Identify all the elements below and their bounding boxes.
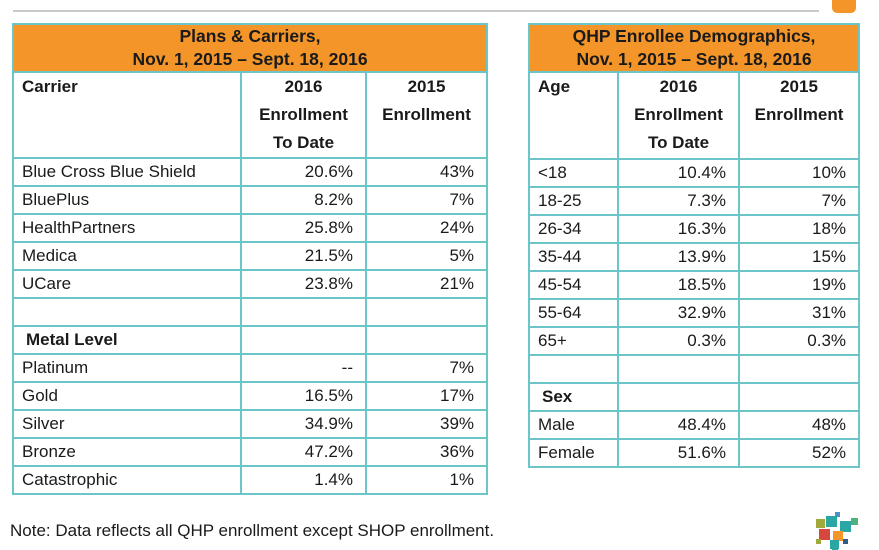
enrollment-2015-value: 10% — [739, 159, 859, 187]
plans-carriers-table — [12, 23, 488, 495]
enrollment-2015-value: 7% — [366, 354, 487, 382]
empty-cell — [529, 355, 618, 383]
sex-group: Female — [529, 439, 618, 467]
enrollment-2016-value: 0.3% — [618, 327, 739, 355]
enrollment-2015-value: 1% — [366, 466, 487, 494]
table-row-55-64 — [529, 299, 859, 327]
age-group: 35-44 — [529, 243, 618, 271]
section-heading-metal-level: Metal Level — [13, 326, 241, 354]
enrollment-2016-value: 32.9% — [618, 299, 739, 327]
table-row-blue-cross-blue-shield — [13, 158, 487, 186]
age-group: 26-34 — [529, 215, 618, 243]
table-row-male — [529, 411, 859, 439]
table-row-platinum — [13, 354, 487, 382]
enrollment-2016-value: 48.4% — [618, 411, 739, 439]
enrollment-2015-value: 39% — [366, 410, 487, 438]
header-line: Enrollment — [754, 105, 844, 124]
enrollment-2016-value: -- — [241, 354, 366, 382]
col-header-2015-enrollment-left — [366, 72, 487, 158]
enrollment-2016-value: 51.6% — [618, 439, 739, 467]
enrollment-2015-value: 31% — [739, 299, 859, 327]
enrollment-2016-value: 10.4% — [618, 159, 739, 187]
col-header-2015-enrollment-right — [739, 72, 859, 159]
age-group: <18 — [529, 159, 618, 187]
header-line: Enrollment — [382, 105, 471, 124]
enrollment-2016-value: 21.5% — [241, 242, 366, 270]
enrollment-2015-value: 5% — [366, 242, 487, 270]
header-line: To Date — [647, 133, 710, 152]
carrier-name: HealthPartners — [13, 214, 241, 242]
enrollment-2015-value: 43% — [366, 158, 487, 186]
table-row-female — [529, 439, 859, 467]
table-row-sex-section — [529, 383, 859, 411]
table-row-blueplus — [13, 186, 487, 214]
empty-cell — [241, 298, 366, 326]
header-line: Carrier — [22, 77, 78, 96]
header-line: 2016 — [284, 77, 323, 96]
plans-carriers-header-row — [13, 72, 487, 158]
col-header-2016-enrollment-right — [618, 72, 739, 159]
enrollment-2015-value: 24% — [366, 214, 487, 242]
age-group: 45-54 — [529, 271, 618, 299]
enrollment-2016-value: 16.5% — [241, 382, 366, 410]
top-divider-line — [13, 10, 819, 12]
enrollment-2015-value: 52% — [739, 439, 859, 467]
carrier-name: UCare — [13, 270, 241, 298]
title-line-1: QHP Enrollee Demographics, — [572, 26, 816, 46]
qhp-demographics-table — [528, 23, 860, 468]
section-heading-sex: Sex — [529, 383, 618, 411]
enrollment-2016-value: 8.2% — [241, 186, 366, 214]
table-row-healthpartners — [13, 214, 487, 242]
header-line: 2015 — [780, 77, 818, 96]
enrollment-2015-value: 48% — [739, 411, 859, 439]
enrollment-2016-value: 1.4% — [241, 466, 366, 494]
empty-cell — [241, 326, 366, 354]
col-header-carrier — [13, 72, 241, 158]
header-line: Age — [538, 77, 571, 96]
logo-square — [826, 516, 837, 527]
metal-level-name: Silver — [13, 410, 241, 438]
enrollment-2016-value: 34.9% — [241, 410, 366, 438]
table-row-medica — [13, 242, 487, 270]
qhp-demographics-table-title — [529, 24, 859, 72]
enrollment-2015-value: 36% — [366, 438, 487, 466]
empty-cell — [739, 383, 859, 411]
age-group: 65+ — [529, 327, 618, 355]
title-line-2: Nov. 1, 2015 – Sept. 18, 2016 — [132, 49, 368, 69]
footnote: Note: Data reflects all QHP enrollment except SHOP enrollment. — [10, 521, 495, 540]
title-line-1: Plans & Carriers, — [179, 26, 321, 46]
sex-group: Male — [529, 411, 618, 439]
enrollment-2015-value: 7% — [366, 186, 487, 214]
metal-level-name: Platinum — [13, 354, 241, 382]
enrollment-2016-value: 18.5% — [618, 271, 739, 299]
col-header-2016-enrollment-left — [241, 72, 366, 158]
enrollment-2016-value: 7.3% — [618, 187, 739, 215]
table-row-ucare — [13, 270, 487, 298]
metal-level-name: Bronze — [13, 438, 241, 466]
enrollment-2015-value: 19% — [739, 271, 859, 299]
plans-carriers-title-row — [13, 24, 487, 72]
header-line: Enrollment — [259, 105, 348, 124]
enrollment-2016-value: 13.9% — [618, 243, 739, 271]
metal-level-name: Gold — [13, 382, 241, 410]
table-row-silver — [13, 410, 487, 438]
header-line: 2016 — [659, 77, 698, 96]
table-row-35-44 — [529, 243, 859, 271]
mosaic-logo — [812, 506, 872, 550]
table-row-bronze — [13, 438, 487, 466]
logo-square — [816, 519, 825, 528]
carrier-name: Medica — [13, 242, 241, 270]
logo-square — [816, 539, 821, 544]
empty-cell — [618, 355, 739, 383]
table-row-65-plus — [529, 327, 859, 355]
table-row-spacer — [529, 355, 859, 383]
table-row-metal-level-section — [13, 326, 487, 354]
carrier-name: Blue Cross Blue Shield — [13, 158, 241, 186]
enrollment-2016-value: 16.3% — [618, 215, 739, 243]
logo-square — [851, 518, 858, 525]
enrollment-2015-value: 21% — [366, 270, 487, 298]
metal-level-name: Catastrophic — [13, 466, 241, 494]
empty-cell — [618, 383, 739, 411]
enrollment-2016-value: 47.2% — [241, 438, 366, 466]
table-row-spacer — [13, 298, 487, 326]
enrollment-2015-value: 17% — [366, 382, 487, 410]
table-row-45-54 — [529, 271, 859, 299]
qhp-demographics-title-row — [529, 24, 859, 72]
qhp-demographics-header-row — [529, 72, 859, 159]
orange-pill-decoration — [832, 0, 856, 13]
table-row-gold — [13, 382, 487, 410]
empty-cell — [366, 298, 487, 326]
table-row-under-18 — [529, 159, 859, 187]
logo-square — [843, 539, 848, 544]
enrollment-2015-value: 7% — [739, 187, 859, 215]
enrollment-2016-value: 20.6% — [241, 158, 366, 186]
carrier-name: BluePlus — [13, 186, 241, 214]
plans-carriers-table-title — [13, 24, 487, 72]
enrollment-2015-value: 15% — [739, 243, 859, 271]
enrollment-2016-value: 23.8% — [241, 270, 366, 298]
table-row-catastrophic — [13, 466, 487, 494]
enrollment-2016-value: 25.8% — [241, 214, 366, 242]
enrollment-2015-value: 18% — [739, 215, 859, 243]
empty-cell — [13, 298, 241, 326]
header-line: 2015 — [407, 77, 446, 96]
age-group: 18-25 — [529, 187, 618, 215]
table-row-18-25 — [529, 187, 859, 215]
header-line: To Date — [272, 133, 335, 152]
empty-cell — [366, 326, 487, 354]
col-header-age — [529, 72, 618, 159]
empty-cell — [739, 355, 859, 383]
age-group: 55-64 — [529, 299, 618, 327]
table-row-26-34 — [529, 215, 859, 243]
title-line-2: Nov. 1, 2015 – Sept. 18, 2016 — [576, 49, 812, 69]
header-line: Enrollment — [634, 105, 723, 124]
enrollment-2015-value: 0.3% — [739, 327, 859, 355]
